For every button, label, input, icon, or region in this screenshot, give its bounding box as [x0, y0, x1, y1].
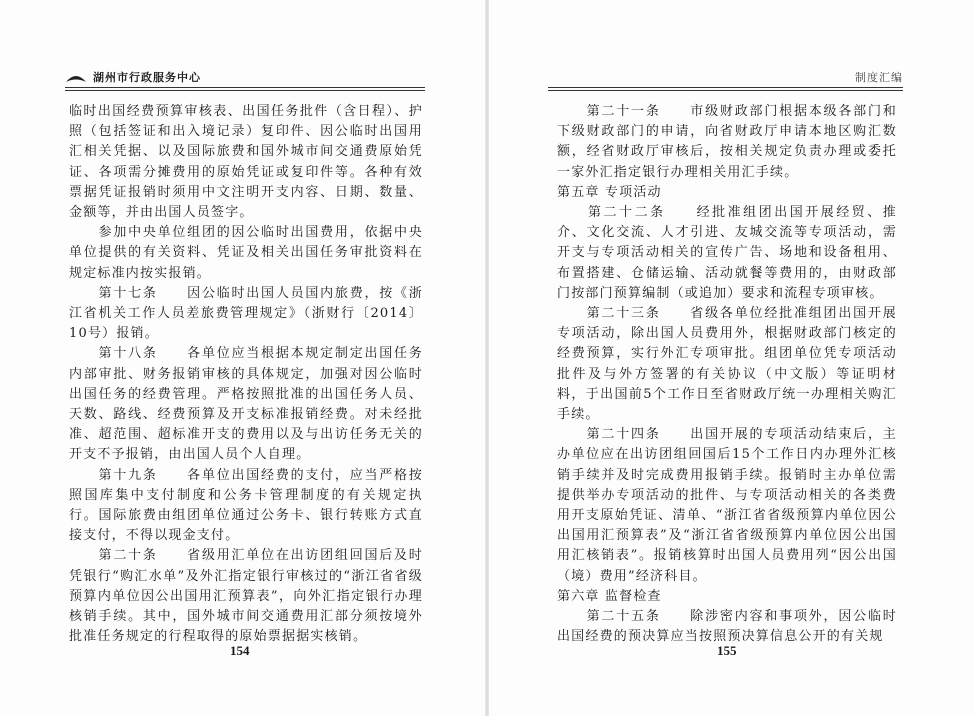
logo-icon	[65, 73, 87, 83]
left-running-header	[65, 69, 425, 88]
page-number: 155	[717, 643, 737, 658]
chapter-heading: 第六章 监督检查	[557, 588, 662, 604]
paragraph: 第二十条 省级用汇单位在出访团组回国后及时凭银行“购汇水单”及外汇指定银行审核过的“浙江省省级预算内单位因公出国用汇预算表”，向外汇指定银行办理核销手续。其中，国外城市间交通费用汇部分须按境外批准任务规定的行程取得的原始票据据实核销。	[69, 548, 423, 645]
header-rule	[548, 90, 903, 91]
chapter-heading: 第五章 专项活动	[557, 184, 662, 200]
paragraph: 第二十二条 经批准组团出国开展经贸、推介、文化交流、人才引进、友城交流等专项活动，需开支与专项活动相关的宣传广告、场地和设备租用、布置搭建、仓储运输、活动就餐等费用的，由财政部门按部门预算编制（或追加）要求和流程专项审核。	[557, 205, 897, 301]
left-body-text	[69, 102, 423, 647]
right-page	[487, 0, 974, 716]
paragraph: 临时出国经费预算审核表、出国任务批件（含日程）、护照（包括签证和出入境记录）复印件、因公临时出国用汇相关凭据、以及国际旅费和国外城市间交通费原始凭证、各项需分摊费用的原始凭证或复印件等。各种有效票据凭证报销时须用中文注明开支内容、日期、数量、金额等，并由出国人员签字。	[69, 104, 423, 221]
paragraph: 第二十五条 除涉密内容和事项外，因公临时出国经费的预决算应当按照预决算信息公开的有关规	[557, 609, 897, 645]
right-running-header	[548, 69, 903, 88]
page-number: 154	[230, 643, 250, 658]
paragraph: 第十八条 各单位应当根据本规定制定出国任务内部审批、财务报销审核的具体规定，加强对因公临时出国任务的经费管理。严格按照批准的出国任务人员、天数、路线、经费预算及开支标准报销经费。对未经批准、超范围、超标准开支的费用以及与出访任务无关的开支不予报销，由出国人员个人自理。	[69, 346, 423, 463]
header-title: 湖州市行政服务中心	[93, 71, 201, 84]
paragraph: 第十九条 各单位出国经费的支付，应当严格按照国库集中支付制度和公务卡管理制度的有关规定执行。国际旅费由组团单位通过公务卡、银行转账方式直接支付，不得以现金支付。	[69, 467, 423, 544]
right-body-text	[557, 102, 897, 647]
paragraph: 第十七条 因公临时出国人员国内旅费，按《浙江省机关工作人员差旅费管理规定》（浙财行〔2014〕10号）报销。	[69, 285, 423, 342]
paragraph: 第二十三条 省级各单位经批准组团出国开展专项活动，除出国人员费用外，根据财政部门核定的经费预算，实行外汇专项审批。组团单位凭专项活动批件及与外方签署的有关协议（中文版）等证明材料，于出国前5个工作日至省财政厅统一办理相关购汇手续。	[557, 306, 897, 423]
paragraph: 参加中央单位组团的因公临时出国费用，依据中央单位提供的有关资料、凭证及相关出国任务审批资料在规定标准内按实报销。	[69, 225, 423, 281]
header-rule	[65, 90, 425, 91]
paragraph: 第二十四条 出国开展的专项活动结束后，主办单位应在出访团组回国后15个工作日内办理外汇核销手续并及时完成费用报销手续。报销时主办单位需提供举办专项活动的批件、与专项活动相关的各类费用开支原始凭证、清单、“浙江省省级预算内单位因公出国用汇预算表”及“浙江省省级预算内单位因公出国用汇核销表”。报销核算时出国人员费用列“因公出国（境）费用”经济科目。	[557, 427, 897, 584]
header-title: 制度汇编	[855, 71, 903, 84]
paragraph: 第二十一条 市级财政部门根据本级各部门和下级财政部门的申请，向省财政厅申请本地区购汇数额，经省财政厅审核后，按相关规定负责办理或委托一家外汇指定银行办理相关用汇手续。	[557, 104, 897, 180]
